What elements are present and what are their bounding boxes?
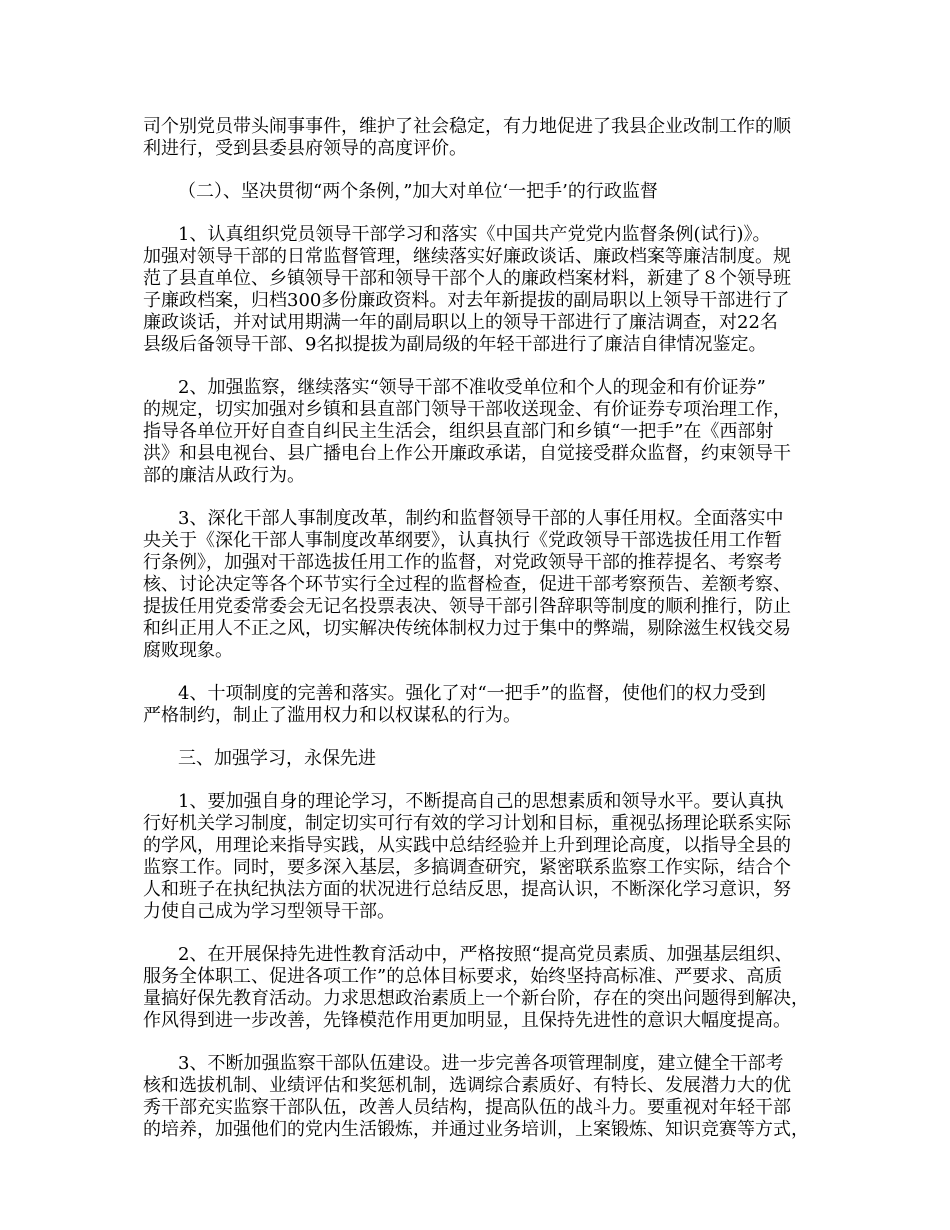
- text-line: 加强对领导干部的日常监督管理，继续落实好廉政谈话、廉政档案等廉洁制度。规: [143, 246, 791, 267]
- text-line: 1、认真组织党员领导干部学习和落实《中国共产党党内监督条例(试行)》。: [178, 224, 771, 245]
- text-line: 行条例》，加强对干部选拔任用工作的监督，对党政领导干部的推荐提名、考察考: [143, 552, 782, 573]
- text-line: 监察工作。同时，要多深入基层，多搞调查研究，紧密联系监察工作实际，结合个: [143, 857, 791, 878]
- section-heading: 三、加强学习，永保先进: [178, 748, 376, 769]
- section-heading: （二）、坚决贯彻“两个条例，”加大对单位‘一把手’的行政监督: [178, 181, 658, 202]
- text-line: 4、十项制度的完善和落实。强化了对“一把手”的监督，使他们的权力受到: [178, 683, 766, 704]
- text-line: 核、讨论决定等各个环节实行全过程的监督检查，促进干部考察预告、差额考察、: [143, 574, 791, 595]
- text-line: 3、深化干部人事制度改革，制约和监督领导干部的人事任用权。全面落实中: [178, 508, 784, 529]
- text-line: 行好机关学习制度，制定切实可行有效的学习计划和目标，重视弘扬理论联系实际: [143, 813, 791, 834]
- text-line: 司个别党员带头闹事事件，维护了社会稳定，有力地促进了我县企业改制工作的顺: [143, 116, 791, 137]
- text-line: 的规定，切实加强对乡镇和县直部门领导干部收送现金、有价证券专项治理工作，: [143, 399, 791, 420]
- text-line: 服务全体职工、促进各项工作”的总体目标要求，始终坚持高标准、严要求、高质: [143, 966, 783, 987]
- text-line: 腐败现象。: [143, 640, 233, 661]
- text-line: 的学风，用理论来指导实践，从实践中总结经验并上升到理论高度，以指导全县的: [143, 835, 791, 856]
- text-line: 的培养，加强他们的党内生活锻炼，并通过业务培训，上案锻炼、知识竞赛等方式，: [143, 1119, 809, 1140]
- text-line: 2、在开展保持先进性教育活动中，严格按照“提高党员素质、加强基层组织、: [178, 944, 793, 965]
- text-line: 洪》和县电视台、县广播电台上作公开廉政承诺，自觉接受群众监督，约束领导干: [143, 443, 791, 464]
- text-line: 和纠正用人不正之风，切实解决传统体制权力过于集中的弊端，剔除滋生权钱交易: [143, 618, 791, 639]
- text-line: 秀干部充实监察干部队伍，改善人员结构，提高队伍的战斗力。要重视对年轻干部: [143, 1097, 791, 1118]
- text-line: 央关于《深化干部人事制度改革纲要》，认真执行《党政领导干部选拔任用工作暂: [143, 530, 782, 551]
- text-line: 1、要加强自身的理论学习，不断提高自己的思想素质和领导水平。要认真执: [178, 791, 784, 812]
- text-line: 力使自己成为学习型领导干部。: [143, 901, 395, 922]
- text-line: 核和选拔机制、业绩评估和奖惩机制，选调综合素质好、有特长、发展潜力大的优: [143, 1075, 791, 1096]
- text-line: 作风得到进一步改善，先锋模范作用更加明显，且保持先进性的意识大幅度提高。: [143, 1010, 791, 1031]
- text-line: 量搞好保先教育活动。力求思想政治素质上一个新台阶，存在的突出问题得到解决，: [143, 988, 809, 1009]
- text-line: 廉政谈话，并对试用期满一年的副局职以上的领导干部进行了廉洁调查，对22名: [143, 312, 778, 333]
- text-line: 2、加强监察，继续落实“领导干部不准收受单位和个人的现金和有价证券”: [178, 377, 766, 398]
- text-line: 严格制约，制止了滥用权力和以权谋私的行为。: [143, 705, 521, 726]
- text-line: 县级后备领导干部、9名拟提拔为副局级的年轻干部进行了廉洁自律情况鉴定。: [143, 334, 767, 355]
- text-line: 3、不断加强监察干部队伍建设。进一步完善各项管理制度，建立健全干部考: [178, 1053, 784, 1074]
- text-line: 提拔任用党委常委会无记名投票表决、领导干部引咎辞职等制度的顺利推行，防止: [143, 596, 791, 617]
- text-line: 利进行，受到县委县府领导的高度评价。: [143, 138, 467, 159]
- text-line: 部的廉洁从政行为。: [143, 465, 305, 486]
- text-line: 范了县直单位、乡镇领导干部和领导干部个人的廉政档案材料，新建了８个领导班: [143, 268, 791, 289]
- text-line: 人和班子在执纪执法方面的状况进行总结反思，提高认识，不断深化学习意识，努: [143, 879, 791, 900]
- text-line: 子廉政档案，归档300多份廉政资料。对去年新提拔的副局职以上领导干部进行了: [143, 290, 790, 311]
- text-line: 指导各单位开好自查自纠民主生活会，组织县直部门和乡镇“一把手”在《西部射: [143, 421, 774, 442]
